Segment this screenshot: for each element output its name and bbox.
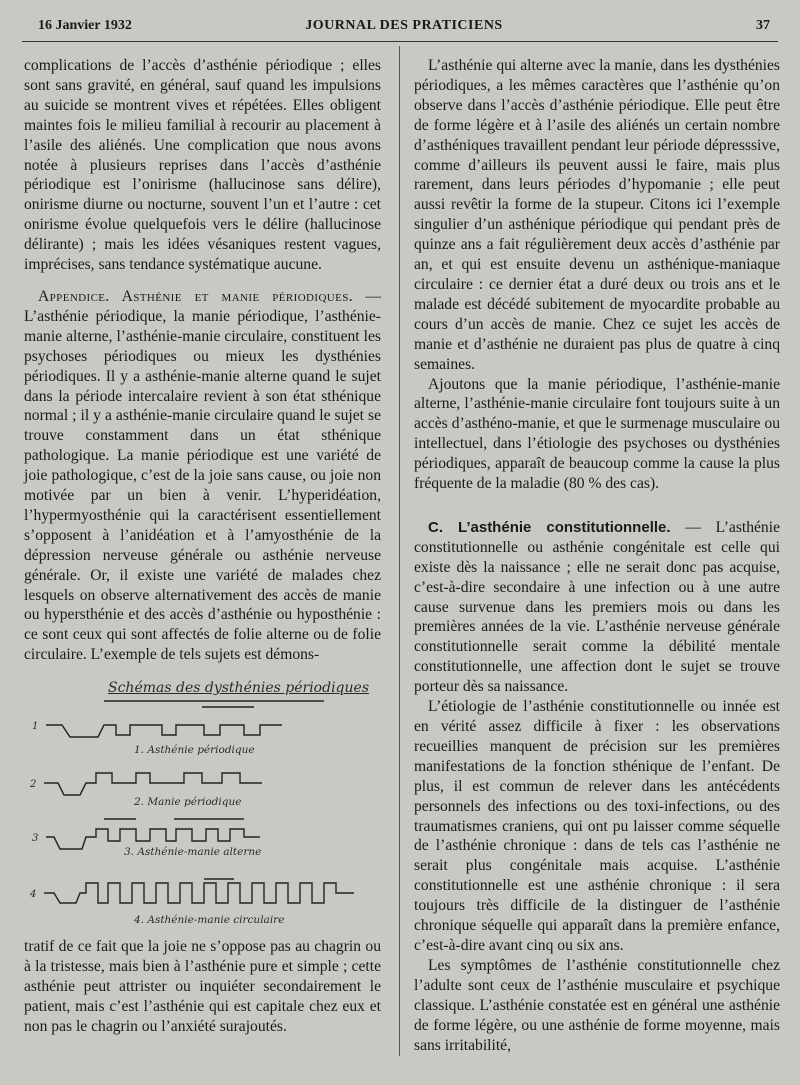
section-heading: C. L’asthénie constitutionnelle. <box>428 518 671 536</box>
dysthenia-schema-figure <box>24 671 381 931</box>
figure-caption: 3. Asthénie-manie alterne <box>124 846 262 859</box>
figure-title: Schémas des dysthénies périodiques <box>108 680 370 697</box>
diagram-number: 1 <box>32 721 39 733</box>
figure-caption: 1. Asthénie périodique <box>134 744 255 757</box>
paragraph: L’asthénie qui alterne avec la manie, dans les dysthénies périodiques, a les mêmes caractères que l’asthénie qu’on observe dans l’accès d’asthénie périodique. Elle peut être de forme légère et à l’asile des aliénés un certain nombre d’asthéniques travaillent pendant leur période dépresssive, comme d’ailleurs ils peuvent aussi le faire, mais plus rarement, dans leurs périodes d’hypomanie ; elle peut aussi revêtir la forme de la stupeur. Citons ici l’exemple singulier d’un asthénique périodique qui pendant près de quinze ans a fait régulièrement deux accès d’asthénie par an, et qui est ensuite devenu un asthénique-maniaque circulaire : ce dernier état a duré deux ou trois ans et le malade est décédé subitement de myocardite probable au cours d’un accès de manie. Chez ce sujet les accès de manie et d’asthénie ne duraient pas plus de quatre à cinq semaines. <box>414 57 780 373</box>
right-column <box>414 56 780 1055</box>
paragraph-text: — L’asthénie constitutionnelle ou asthénie congénitale est celle qui existe dès la naissance ; elle ne serait donc pas acquise, c’est-à-dire secondaire à une infection ou à une autre cause survenue dans les premiers mois ou dans les premières années de la vie. L’asthénie nerveuse générale constitutionnelle serait comme la débilité mentale constitutionnelle, une affection dont le sujet se trouve porteur dès sa naissance. <box>414 518 780 696</box>
paragraph-text: — L’asthénie périodique, la manie périodique, l’asthénie-manie alterne, l’asthénie-manie circulaire, constituent les psychoses périodiques ou mieux les dysthénies périodiques. Il y a asthénie-manie alterne quand le sujet dans la période intercalaire revient à son état sthénique normal ; il y a asthénie-manie circulaire quand le sujet se trouve constamment dans un état sthénique pathologique. La manie périodique est une variété de joie pathologique, c’est de la joie sans cause, ou joie non motivée par un bien à venir. L’hyperidéation, l’hypermyosthénie qui la caractérisent essentiellement s’opposent à l’anidéation et à l’amyosthénie de la dépression nerveuse générale ou asthénie nerveuse générale. Or, il existe une variété de malades chez lesquels on observe alternativement des accès de manie ou hypersthénie et des accès d’asthénie ou hyposthénie : ce sont ceux qui sont affectés de folie alterne ou de folie circulaire. L’exemple de tels sujets est démons- <box>24 287 381 664</box>
page-header <box>38 18 770 40</box>
paragraph: Ajoutons que la manie périodique, l’asthénie-manie alterne, l’asthénie-manie circulaire font toujours suite à un accès d’asthéno-manie, et que le surmenage musculaire ou intellectuel, dans l’étiologie des psychoses ou dysthénies périodiques, apparaît de beaucoup comme la cause la plus fréquente de la maladie (80 % des cas). <box>414 375 780 493</box>
paragraph: Les symptômes de l’asthénie constitutionnelle chez l’adulte sont ceux de l’asthénie musculaire et psychique classique. L’asthénie constatée est en général une asthénie de forme légère, ou une asthénie de forme moyenne, mais sans irritabilité, <box>414 956 780 1054</box>
appendice-paragraph <box>24 287 381 665</box>
diagram-number: 4 <box>30 889 37 901</box>
left-column <box>24 56 381 1037</box>
paragraph: tratif de ce fait que la joie ne s’oppose pas au chagrin ou à la tristesse, mais bien à l’asthénie pure et simple ; cette asthénie peut attrister ou inquiéter secondairement le patient, mais c’est l’asthénie qui est capitale chez eux et non pas le chagrin ou l’anxiété surajoutés. <box>24 938 381 1035</box>
paragraph: L’étiologie de l’asthénie constitutionnelle ou innée est en vérité assez difficile à fixer : les observations recueillies manquent de précision sur les premières manifestations de la fonction sthénique de l’enfant. De plus, il est commun de relever dans les antécédents personnels des infections ou des toxi-infections, ou des traumatismes craniens, qui ont pu laisser comme séquelle de l’asthénie chronique : dans de tels cas l’asthénie ne serait plus congénitale mais acquise. L’asthénie constitutionnelle est une asthénie chronique : il sera toujours très difficile de la distinguer de l’asthénie chronique séquelle qui apparaît dans la première enfance, c’est-à-dire avant cinq ou six ans. <box>414 698 780 954</box>
column-divider <box>399 46 400 1056</box>
figure-caption: 4. Asthénie-manie circulaire <box>134 914 285 927</box>
section-heading: Appendice. Asthénie et manie périodiques. <box>38 287 354 305</box>
section-c-paragraph <box>414 518 780 697</box>
figure-caption: 2. Manie périodique <box>134 796 242 809</box>
header-date: 16 Janvier 1932 <box>38 18 132 33</box>
journal-title: JOURNAL DES PRATICIENS <box>305 18 503 33</box>
paragraph: complications de l’accès d’asthénie périodique ; elles sont sans gravité, en général, sauf quand les impulsions au suicide se montrent vives et répétées. Elles obligent maintes fois le milieu familial à recourir au placement à l’asile des aliénés. Une complication que nous avons notée à plusieurs reprises dans l’accès d’asthénie périodique est l’onirisme (hallucinose sans délire), onirisme diurne ou nocturne, souvent l’un et l’autre : cet onirisme évolue quelquefois vers le délire (hallucinose délirante) ; mais les idées vésaniques restent vagues, imprécises, sans tendance systématique aucune. <box>24 57 381 274</box>
page-number: 37 <box>756 18 770 33</box>
diagram-number: 3 <box>32 833 39 845</box>
diagram-number: 2 <box>30 779 37 791</box>
header-rule <box>22 41 778 42</box>
